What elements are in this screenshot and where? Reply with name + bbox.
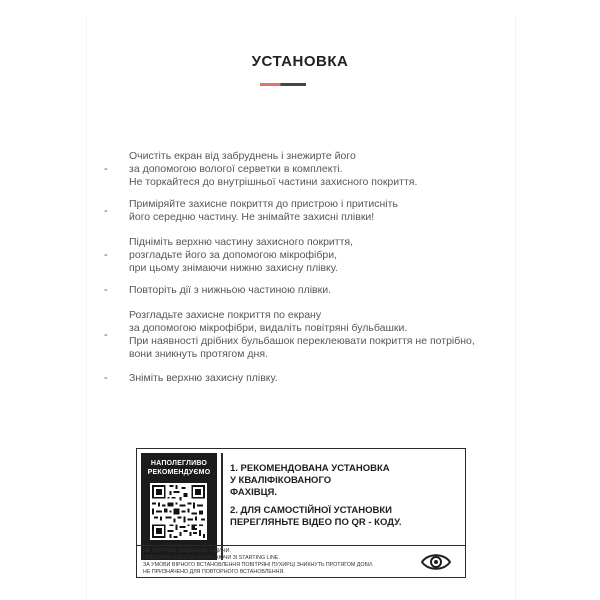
list-item bbox=[104, 236, 524, 275]
page-title: УСТАНОВКА bbox=[251, 53, 349, 70]
card-notes bbox=[143, 548, 393, 576]
list-item bbox=[104, 198, 524, 224]
card-separator bbox=[137, 545, 465, 546]
step-marker: - bbox=[104, 205, 108, 217]
step-text: Приміряйте захисне покриття до пристрою і притисніть його середню частину. Не знімайте захисні плівки! bbox=[129, 198, 398, 223]
card-instructions bbox=[230, 463, 460, 529]
step-marker: - bbox=[104, 372, 108, 384]
list-item bbox=[104, 284, 524, 297]
recommend-point-1: 1. РЕКОМЕНДОВАНА УСТАНОВКА У КВАЛІФІКОВАНОГО ФАХІВЦЯ. bbox=[230, 463, 390, 498]
steps-list bbox=[104, 150, 524, 385]
list-item bbox=[104, 309, 524, 361]
note-line: НЕ ПРИЗНАЧЕНО ДЛЯ ПОВТОРНОГО ВСТАНОВЛЕННЯ. bbox=[143, 569, 285, 575]
step-text: Очистіть екран від забруднень і знежирте його за допомогою вологої серветки в комплекті. Не торкайтеся до внутрішньої частини захисного покриття. bbox=[129, 150, 418, 188]
recommendation-card bbox=[136, 448, 466, 578]
list-item bbox=[104, 150, 524, 189]
qr-code-icon[interactable] bbox=[150, 483, 207, 540]
eye-icon bbox=[421, 551, 451, 573]
step-text: Розгладьте захисне покриття по екрану за допомогою мікрофібри, видаліть повітряні бульбашки. При наявності дрібних бульбашок переклеювати покриття не потрібно, вони зникнуть протягом дня. bbox=[129, 309, 475, 360]
note-line: ПОКЛЕЙКУ РОБИТИ ПОЧИНАЮЧИ ЗІ STARTING LINE. bbox=[143, 555, 280, 561]
step-text: Зніміть верхню захисну плівку. bbox=[129, 372, 278, 384]
qr-panel bbox=[141, 453, 217, 560]
title-underline bbox=[260, 83, 306, 86]
card-divider bbox=[221, 453, 223, 560]
step-marker: - bbox=[104, 329, 108, 341]
note-line: ЗА УМОВИ ВІРНОГО ВСТАНОВЛЕННЯ ПОВІТРЯНІ ПУХИРЦІ ЗНИКНУТЬ ПРОТЯГОМ ДОБИ. bbox=[143, 562, 374, 568]
recommend-badge: НАПОЛЕГЛИВО РЕКОМЕНДУЄМО bbox=[147, 460, 211, 476]
list-item bbox=[104, 372, 524, 385]
note-line: НЕ ПОТРІБНІ ДОДАТКОВІ РІДИНИ. bbox=[143, 548, 231, 554]
step-text: Підніміть верхню частину захисного покриття, розгладьте його за допомогою мікрофібри, при цьому знімаючи нижню захисну плівку. bbox=[129, 236, 354, 274]
recommend-point-2: 2. ДЛЯ САМОСТІЙНОЇ УСТАНОВКИ ПЕРЕГЛЯНЬТЕ ВІДЕО ПО QR - КОДУ. bbox=[230, 505, 402, 528]
step-text: Повторіть дії з нижньою частиною плівки. bbox=[129, 284, 332, 296]
step-marker: - bbox=[104, 249, 108, 261]
step-marker: - bbox=[104, 284, 108, 296]
step-marker: - bbox=[104, 163, 108, 175]
